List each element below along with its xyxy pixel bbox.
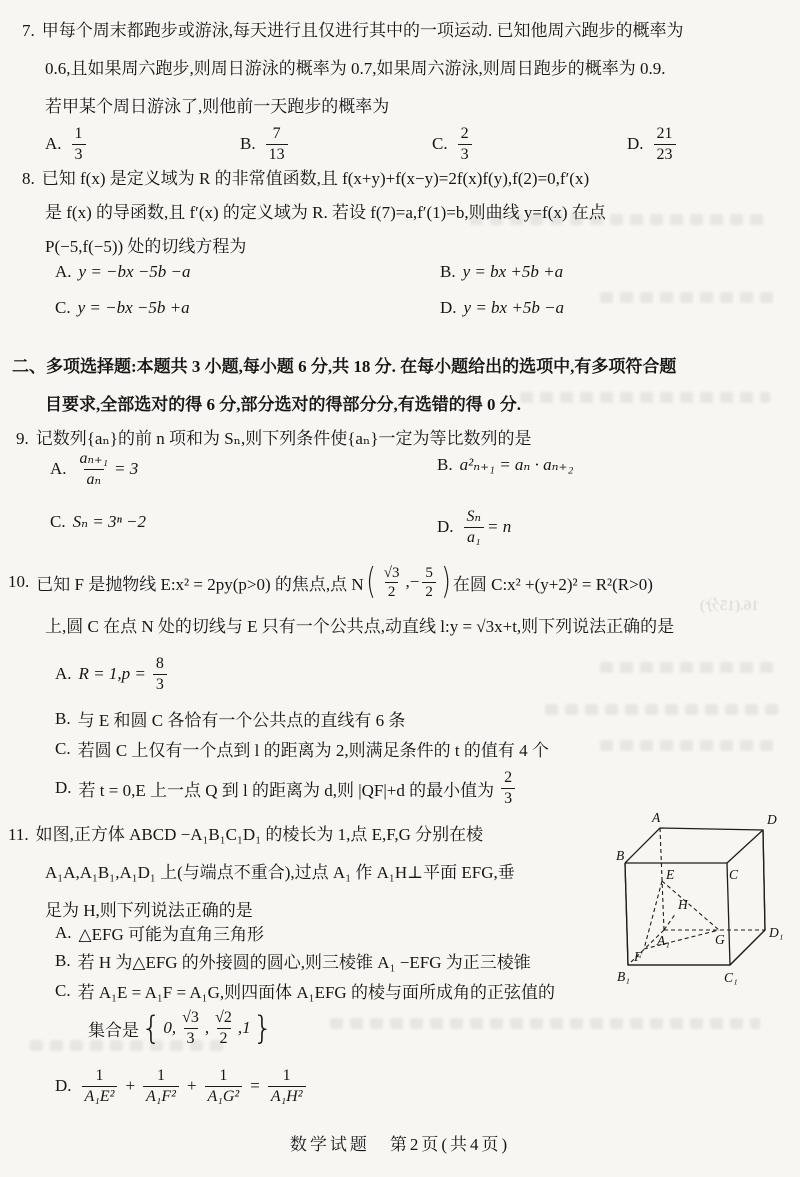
q7-option-a-fraction: $\frac{1}{3}$ bbox=[72, 124, 86, 163]
q9-option-d-fraction: $\frac{\text{Sₙ}}{\text{a₁}}$ bbox=[464, 507, 484, 546]
q8-option-c-formula: y = −bx −5b +a bbox=[77, 298, 190, 317]
q11-option-a bbox=[55, 920, 264, 945]
q8-stem-line2: 是 f(x) 的导函数,且 f′(x) 的定义域为 R. 若设 f(7)=a,f′(1)=b,则曲线 y=f(x) 在点 bbox=[45, 203, 606, 222]
cube-label-C1: C₁ bbox=[724, 970, 738, 985]
q8-option-b-label: B. bbox=[440, 262, 456, 281]
q11-option-a-label: A. bbox=[55, 922, 72, 942]
section-2-line2: 目要求,全部选对的得 6 分,部分选对的得部分分,有选错的得 0 分. bbox=[45, 395, 521, 414]
cube-label-H: H bbox=[678, 897, 688, 912]
q8-option-c-label: C. bbox=[55, 298, 71, 317]
q11-stem-line2: A₁A,A₁B₁,A₁D₁ 上(与端点不重合),过点 A₁ 作 A₁H⊥平面 EFG,垂 bbox=[45, 863, 515, 882]
q10-option-d-pre: 若 t = 0,E 上一点 Q 到 l 的距离为 d,则 |QF|+d 的最小值为 bbox=[78, 780, 495, 800]
q9-stem-text: 记数列{aₙ}的前 n 项和为 Sₙ,则下列条件使{aₙ}一定为等比数列的是 bbox=[35, 429, 532, 448]
q10-stem-pre: 已知 F 是抛物线 E:x² = 2py(p>0) 的焦点,点 N bbox=[36, 574, 364, 594]
q7-option-d bbox=[627, 116, 679, 172]
q9-option-a-label: A. bbox=[50, 459, 67, 478]
q11-option-b bbox=[55, 948, 531, 973]
q7-stem-line3: 若甲某个周日游泳了,则他前一天跑步的概率为 bbox=[45, 97, 390, 116]
q7-option-c-fraction: $\frac{2}{3}$ bbox=[458, 124, 472, 163]
q8-option-b bbox=[440, 262, 563, 282]
q10-option-d-fraction: $\frac{2}{3}$ bbox=[501, 768, 515, 807]
q11-option-d-fraction-4: $\frac{1}{\text{A₁H²}}$ bbox=[268, 1066, 306, 1105]
q11-stem-text1: 如图,正方体 ABCD −A₁B₁C₁D₁ 的棱长为 1,点 E,F,G 分别在棱 bbox=[35, 825, 484, 844]
cube-figure bbox=[616, 800, 800, 992]
q7-stem-line2: 0.6,且如果周六跑步,则周日游泳的概率为 0.7,如果周六游泳,则周日跑步的概率为 0.9. bbox=[45, 59, 666, 78]
q8-option-d-formula: y = bx +5b −a bbox=[463, 298, 565, 317]
q9-option-d bbox=[437, 498, 511, 556]
section-2-header bbox=[12, 348, 676, 424]
cube-label-B1: B₁ bbox=[617, 969, 630, 984]
q9-number: 9. bbox=[16, 429, 29, 448]
q10-option-a-label: A. bbox=[55, 664, 72, 683]
q10-option-d bbox=[55, 762, 518, 814]
q8-option-c bbox=[55, 298, 190, 318]
q11-set-fraction-1: $\frac{√3}{3}$ bbox=[182, 1009, 199, 1047]
q9-option-c-label: C. bbox=[50, 512, 66, 531]
q7-stem-text1: 甲每个周末都跑步或游泳,每天进行且仅进行其中的一项运动. 已知他周六跑步的概率为 bbox=[41, 21, 684, 40]
cube-label-A1: A₁ bbox=[657, 933, 670, 948]
q8-option-b-formula: y = bx +5b +a bbox=[462, 262, 564, 281]
scan-bleed-artifact bbox=[600, 740, 780, 751]
scan-bleed-artifact bbox=[30, 1040, 230, 1051]
q11-set-brace-close: } bbox=[252, 1008, 274, 1047]
question-10-stem-line1 bbox=[8, 556, 653, 608]
q9-option-a-fraction: $\frac{\text{aₙ₊₁}}{\text{aₙ}}$ bbox=[79, 450, 109, 488]
q8-option-d-label: D. bbox=[440, 298, 457, 317]
q11-option-b-text: 若 H 为△EFG 的外接圆的圆心,则三棱锥 A₁ −EFG 为正三棱锥 bbox=[77, 953, 531, 972]
q8-stem-line3: P(−5,f(−5)) 处的切线方程为 bbox=[45, 237, 247, 256]
q7-option-a-label: A. bbox=[45, 134, 62, 153]
page-footer: 数学试题 第2页(共4页) bbox=[289, 1135, 511, 1154]
q11-option-d-fraction-3: $\frac{1}{\text{A₁G²}}$ bbox=[205, 1066, 243, 1105]
q11-option-c-text: 若 A₁E = A₁F = A₁G,则四面体 A₁EFG 的棱与面所成角的正弦值的 bbox=[77, 983, 555, 1002]
q11-option-a-text: △EFG 可能为直角三角形 bbox=[78, 925, 264, 944]
q7-option-c-label: C. bbox=[432, 134, 448, 153]
q8-option-d bbox=[440, 298, 564, 318]
cube-label-G: G bbox=[715, 932, 725, 947]
q11-set-comma: , bbox=[204, 1018, 210, 1037]
q11-option-d-equals: = bbox=[250, 1076, 260, 1095]
cube-label-C: C bbox=[729, 867, 739, 882]
q10-option-b-label: B. bbox=[55, 708, 71, 728]
q11-option-d-fraction-2: $\frac{1}{\text{A₁F²}}$ bbox=[143, 1066, 179, 1105]
q11-stem-line3: 足为 H,则下列说法正确的是 bbox=[45, 901, 253, 920]
cube-label-E: E bbox=[666, 867, 675, 882]
q7-number: 7. bbox=[22, 21, 35, 40]
q10-option-d-label: D. bbox=[55, 778, 72, 797]
scan-bleed-artifact bbox=[520, 392, 770, 403]
question-11-stem bbox=[8, 816, 515, 930]
cube-solid-edges bbox=[625, 828, 765, 965]
q10-stem-post: 在圆 C:x² +(y+2)² = R²(R>0) bbox=[452, 574, 653, 594]
q7-stem-line1 bbox=[22, 12, 684, 50]
q10-paren-close: ) bbox=[440, 560, 451, 602]
q11-option-d-plus-2: + bbox=[186, 1076, 197, 1095]
q11-option-d bbox=[55, 1058, 309, 1114]
scan-bleed-artifact bbox=[545, 704, 780, 715]
q7-option-d-fraction: $\frac{21}{23}$ bbox=[654, 124, 676, 163]
bleed-through-text: 16.(15分) bbox=[700, 598, 759, 614]
q10-option-b-text: 与 E 和圆 C 各恰有一个公共点的直线有 6 条 bbox=[77, 711, 406, 730]
q9-option-d-rhs: = n bbox=[487, 517, 512, 536]
q8-stem-text1: 已知 f(x) 是定义域为 R 的非常值函数,且 f(x+y)+f(x−y)=2f(x)f(y),f(2)=0,f′(x) bbox=[41, 169, 590, 188]
q9-option-c-formula: Sₙ = 3ⁿ −2 bbox=[72, 512, 147, 531]
q11-set-brace-open: { bbox=[141, 1008, 162, 1047]
q11-stem-line1 bbox=[8, 816, 515, 854]
q11-set-item-1: ,1 bbox=[237, 1018, 251, 1037]
q7-option-b-fraction: $\frac{7}{13}$ bbox=[266, 124, 288, 163]
q11-option-c-line1 bbox=[55, 978, 555, 1003]
q8-number: 8. bbox=[22, 169, 35, 188]
q7-option-b-label: B. bbox=[240, 134, 256, 153]
cube-label-A: A bbox=[652, 810, 661, 825]
q8-option-a-label: A. bbox=[55, 262, 72, 281]
q10-paren-open: ( bbox=[365, 560, 376, 602]
q11-option-b-label: B. bbox=[55, 950, 71, 970]
q11-option-d-plus-1: + bbox=[125, 1076, 136, 1095]
cube-label-D: D bbox=[767, 812, 777, 827]
question-10-stem-line2: 上,圆 C 在点 N 处的切线与 E 只有一个公共点,动直线 l:y = √3x+t,则下列说法正确的是 bbox=[45, 617, 675, 636]
question-7 bbox=[22, 12, 684, 126]
q11-option-c-label: C. bbox=[55, 980, 71, 1000]
q10-stem-mid: ,− bbox=[405, 572, 420, 591]
q9-option-b-label: B. bbox=[437, 455, 453, 474]
q10-fraction-1: $\frac{√3}{2}$ bbox=[383, 564, 400, 600]
cube-label-B: B bbox=[616, 848, 625, 863]
q10-option-c-text: 若圆 C 上仅有一个点到 l 的距离为 2,则满足条件的 t 的值有 4 个 bbox=[77, 741, 549, 760]
q10-option-b bbox=[55, 706, 405, 731]
cube-figure-svg bbox=[616, 800, 800, 992]
q10-fraction-2: $\frac{5}{2}$ bbox=[422, 564, 436, 601]
q9-option-b-formula: a²ₙ₊₁ = aₙ · aₙ₊₂ bbox=[459, 455, 574, 474]
q9-option-d-label: D. bbox=[437, 517, 454, 536]
section-2-line1: 二、多项选择题:本题共 3 小题,每小题 6 分,共 18 分. 在每小题给出的选项中,有多项符合题 bbox=[12, 357, 677, 376]
cube-dashed-edges bbox=[628, 828, 765, 965]
scan-bleed-artifact bbox=[330, 1018, 760, 1029]
cube-label-D1: D₁ bbox=[769, 925, 784, 940]
scan-bleed-artifact bbox=[600, 662, 780, 673]
q10-option-c-label: C. bbox=[55, 738, 71, 758]
q10-option-a bbox=[55, 648, 170, 700]
q8-option-a bbox=[55, 262, 191, 282]
q11-set-item-0: 0, bbox=[163, 1018, 177, 1037]
question-8 bbox=[22, 162, 606, 264]
q9-option-a-rhs: = 3 bbox=[114, 459, 139, 478]
q9-option-a bbox=[50, 440, 138, 498]
cube-label-F: F bbox=[634, 949, 643, 964]
q9-option-c bbox=[50, 512, 146, 532]
q8-option-a-formula: y = −bx −5b −a bbox=[78, 262, 191, 281]
q7-option-d-label: D. bbox=[627, 134, 644, 153]
q11-option-d-label: D. bbox=[55, 1076, 72, 1095]
q10-number: 10. bbox=[8, 572, 30, 591]
q11-number: 11. bbox=[8, 825, 29, 844]
scan-bleed-artifact bbox=[470, 214, 770, 225]
scan-bleed-artifact bbox=[600, 292, 775, 303]
q9-option-b bbox=[437, 455, 573, 475]
q10-option-a-fraction: $\frac{8}{3}$ bbox=[153, 654, 167, 693]
q11-option-d-fraction-1: $\frac{1}{\text{A₁E²}}$ bbox=[82, 1066, 118, 1105]
q10-option-a-pre: R = 1,p = bbox=[78, 664, 146, 683]
q11-set-fraction-2: $\frac{√2}{2}$ bbox=[215, 1009, 232, 1047]
q10-option-c bbox=[55, 736, 549, 761]
q11-option-c-pre: 集合是 bbox=[88, 1020, 139, 1040]
q8-stem-line1 bbox=[22, 162, 606, 196]
